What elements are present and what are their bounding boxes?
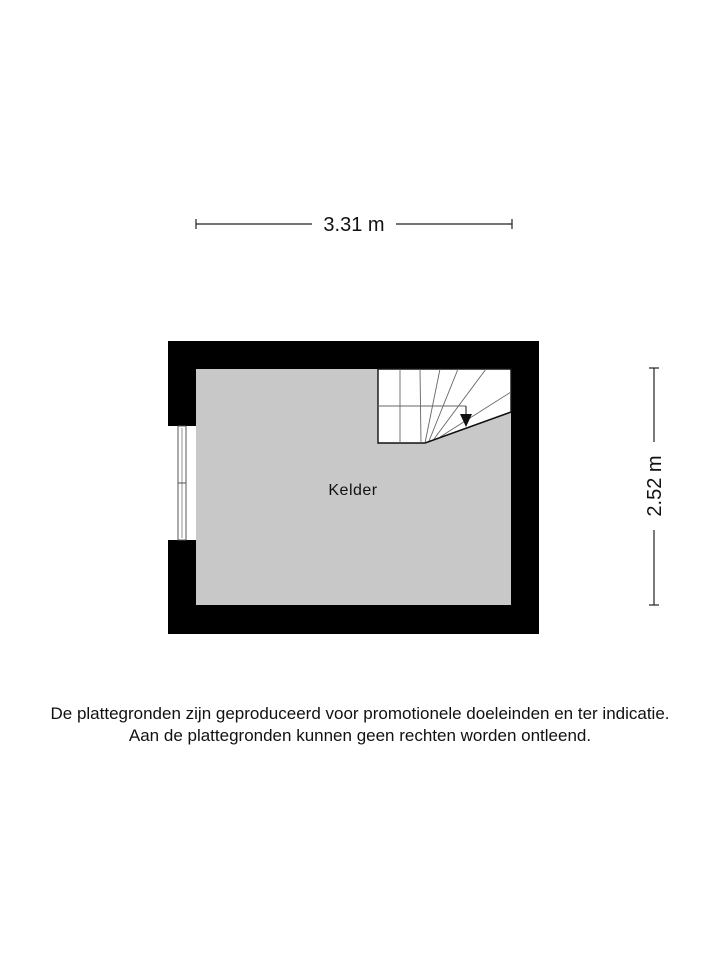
disclaimer-line-2: Aan de plattegronden kunnen geen rechten worden ontleend. bbox=[128, 726, 592, 745]
width-dimension bbox=[196, 214, 512, 236]
room-label-kelder: Kelder bbox=[328, 482, 378, 499]
wall-left-lower bbox=[168, 540, 196, 634]
disclaimer-line-1: De plattegronden zijn geproduceerd voor promotionele doeleinden en ter indicatie. bbox=[50, 704, 670, 723]
depth-dimension bbox=[644, 368, 666, 605]
width-dimension-label: 3.31 m bbox=[323, 214, 385, 236]
wall-right bbox=[511, 341, 539, 634]
window bbox=[178, 426, 186, 540]
wall-left-upper bbox=[168, 341, 196, 426]
depth-dimension-label: 2.52 m bbox=[644, 455, 666, 517]
wall-bottom bbox=[168, 605, 539, 634]
disclaimer bbox=[0, 703, 720, 747]
wall-top bbox=[168, 341, 539, 369]
